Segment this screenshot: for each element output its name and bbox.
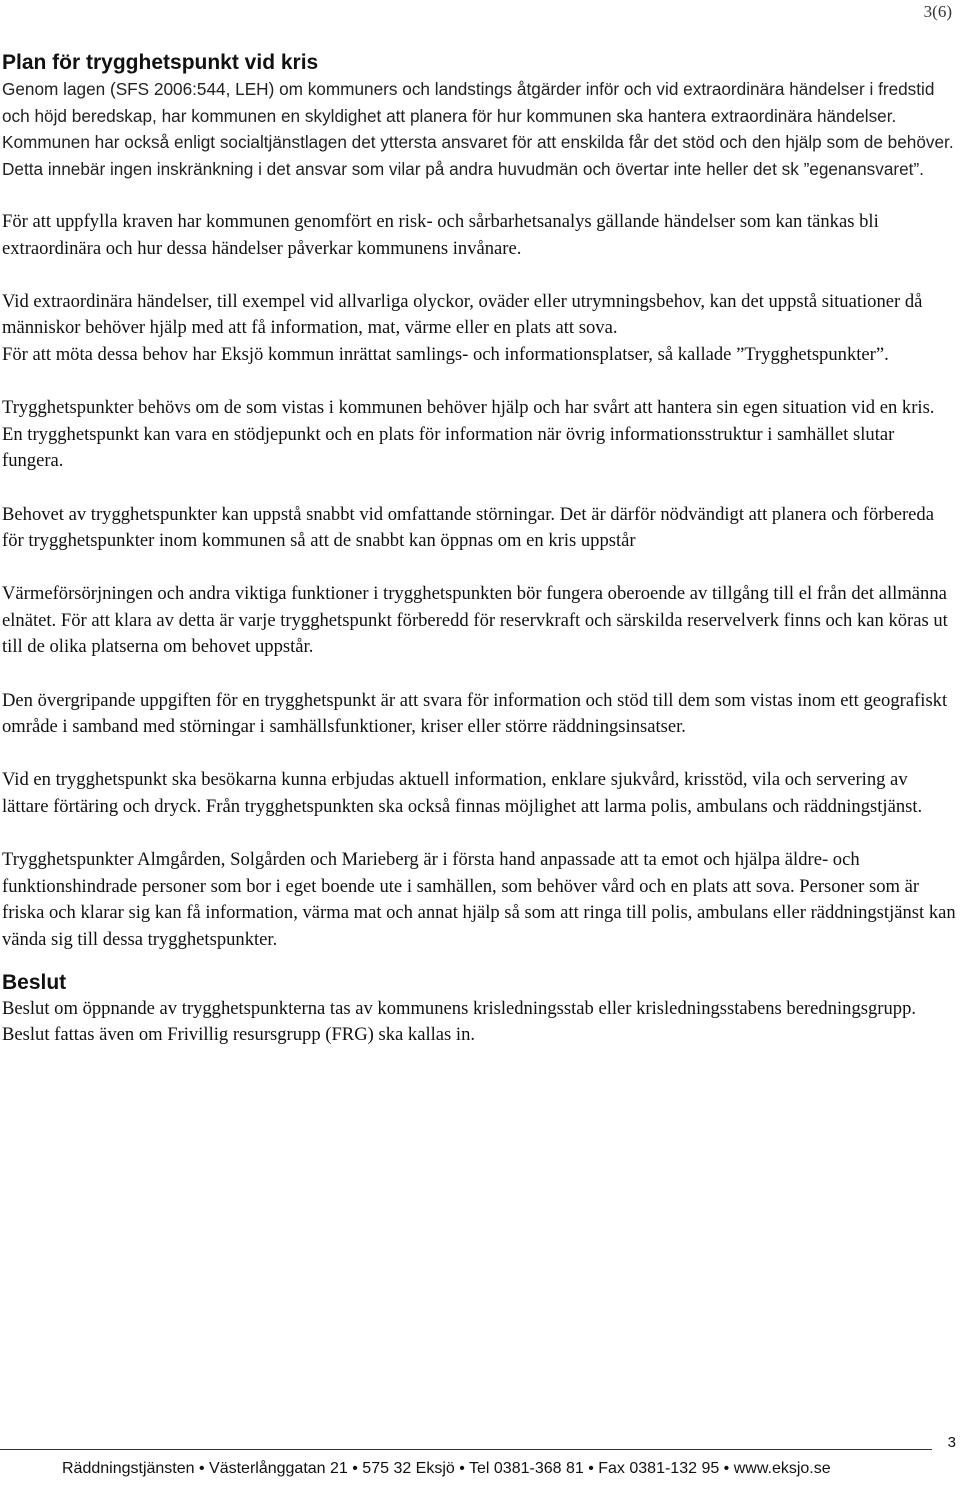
footer-page-number: 3	[947, 1434, 956, 1451]
paragraph-extraordinary-events: Vid extraordinära händelser, till exempel vid allvarliga olyckor, oväder eller utrymningsbehov, kan det uppstå situationer då människor behöver hjälp med att få information, mat, värme eller en plats att sova.	[2, 290, 923, 339]
paragraph-risk-analysis: För att uppfylla kraven har kommunen genomfört en risk- och sårbarhetsanalys gällande händelser som kan tänkas bli extraordinära och hur dessa händelser påverkar kommunens invånare.	[2, 210, 879, 259]
paragraph-need: Trygghetspunkter behövs om de som vistas i kommunen behöver hjälp och har svårt att hantera sin egen situation vid en kris. En trygghetspunkt kan vara en stödjepunkt och en plats för information när övrig informationsstruktur i samhället slutar fungera.	[2, 397, 935, 472]
paragraph-beslut: Beslut om öppnande av trygghetspunkterna tas av kommunens krisledningsstab eller krisledningsstabens beredningsgrupp. Beslut fattas även om Frivillig resursgrupp (FRG) ska kallas in.	[2, 997, 917, 1046]
document-body	[2, 50, 956, 1075]
paragraph-services: Vid en trygghetspunkt ska besökarna kunna erbjudas aktuell information, enklare sjukvård, krisstöd, vila och servering av lättare förtäring och dryck. Från trygghetspunkten ska också finnas möjlighet att larma polis, ambulans och räddningstjänst.	[2, 769, 923, 818]
section-heading-plan: Plan för trygghetspunkt vid kris	[2, 51, 319, 74]
paragraph-preparation: Behovet av trygghetspunkter kan uppstå snabbt vid omfattande störningar. Det är därför nödvändigt att planera och förbereda för trygghetspunkter inom kommunen så att de snabbt kan öppnas om en kris uppstår	[2, 503, 934, 552]
footer-contact: Räddningstjänsten • Västerlånggatan 21 • 575 32 Eksjö • Tel 0381-368 81 • Fax 0381-132 95 • www.eksjo.se	[62, 1460, 831, 1477]
paragraph-main-task: Den övergripande uppgiften för en trygghetspunkt är att svara för information och stöd till dem som vistas inom ett geografiskt område i samband med störningar i samhällsfunktioner, kriser eller större räddningsinsatser.	[2, 689, 948, 738]
paragraph-power-supply: Värmeförsörjningen och andra viktiga funktioner i trygghetspunkten bör fungera oberoende av tillgång till el från det allmänna elnätet. För att klara av detta är varje trygghetspunkt förberedd för reservkraft och särskilda reservelverk finns och kan köras ut till de olika platserna om behovet uppstår.	[2, 583, 948, 658]
section-heading-beslut: Beslut	[2, 970, 67, 994]
intro-paragraph-law: Genom lagen (SFS 2006:544, LEH) om kommuners och landstings åtgärder inför och vid extraordinära händelser i fredstid och höjd beredskap, har kommunen en skyldighet att planera för hur kommunen ska hantera extraordinära händelser.	[2, 79, 935, 126]
paragraph-trygghetspunkter-intro: För att möta dessa behov har Eksjö kommun inrättat samlings- och informationsplatser, så kallade ”Trygghetspunkter”.	[2, 343, 889, 365]
paragraph-locations: Trygghetspunkter Almgården, Solgården och Marieberg är i första hand anpassade att ta emot och hjälpa äldre- och funktionshindrade personer som bor i eget boende ute i samhällen, som behöver vård och en plats att sova. Personer som är friska och klarar sig kan få information, värma mat och annat hjälp så som att ringa till polis, ambulans eller räddningstjänst kan vända sig till dessa trygghetspunkter.	[2, 849, 956, 950]
footer-divider	[0, 1449, 932, 1450]
intro-paragraph-responsibility: Kommunen har också enligt socialtjänstlagen det yttersta ansvaret för att enskilda får det stöd och den hjälp som de behöver. Detta innebär ingen inskränkning i det ansvar som vilar på andra huvudmän och övertar inte heller det sk ”egenansvaret”.	[2, 132, 954, 179]
page-counter: 3(6)	[923, 2, 952, 21]
